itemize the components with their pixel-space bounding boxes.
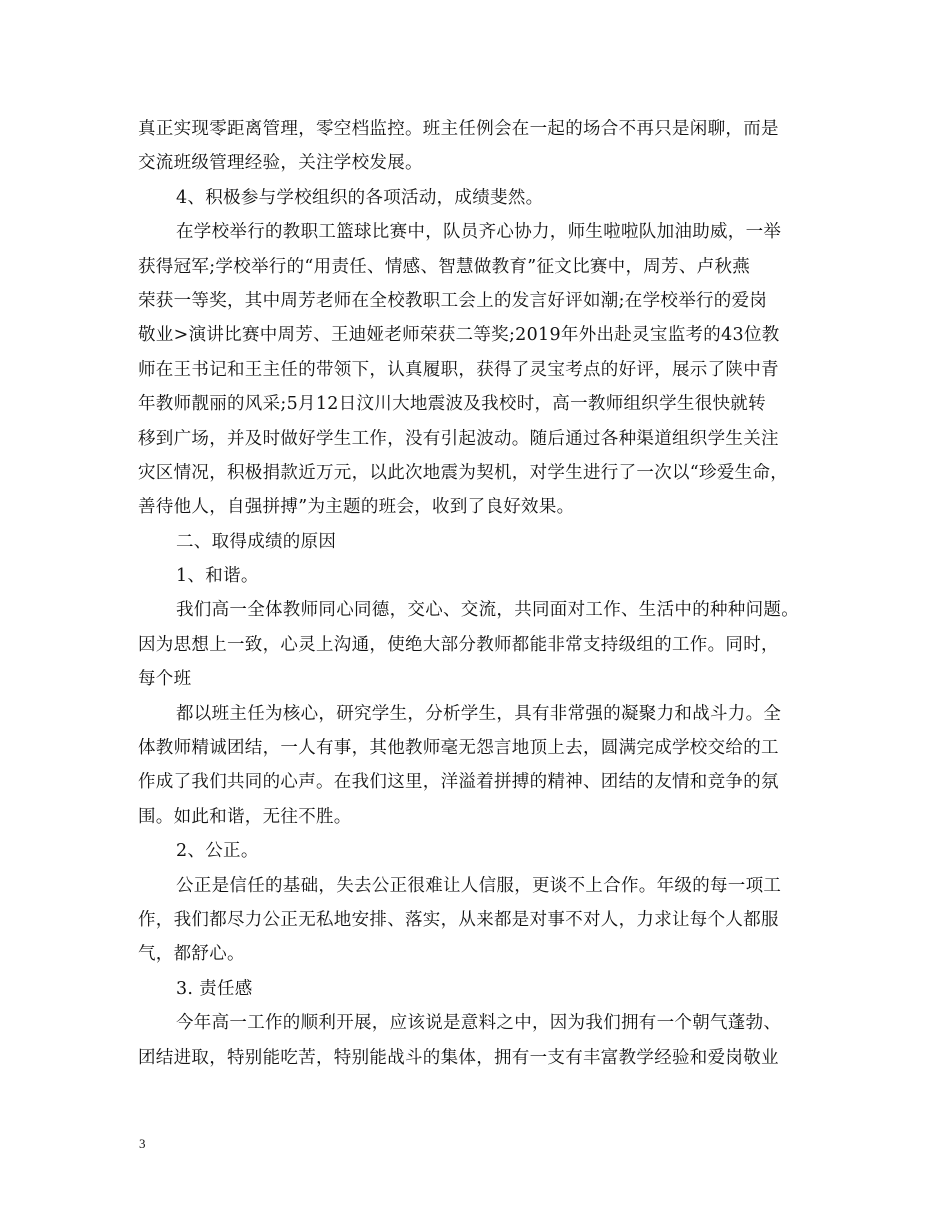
text-line: 作，我们都尽力公正无私地安排、落实，从来都是对事不对人，力求让每个人都服 <box>138 909 779 930</box>
text-line: 4、积极参与学校组织的各项活动，成绩斐然。 <box>176 187 544 208</box>
text-line: 移到广场，并及时做好学生工作，没有引起波动。随后通过各种渠道组织学生关注 <box>138 428 779 449</box>
text-line: 获得冠军;学校举行的“用责任、情感、智慧做教育”征文比赛中，周芳、卢秋燕 <box>138 256 751 277</box>
page-number: 3 <box>139 1136 146 1151</box>
text-line: 真正实现零距离管理，零空档监控。班主任例会在一起的场合不再只是闲聊，而是 <box>138 119 779 139</box>
text-line: 年教师靓丽的风采;5月12日汶川大地震波及我校时，高一教师组织学生很快就转 <box>138 394 766 415</box>
text-line: 2、公正。 <box>176 841 259 862</box>
text-line: 1、和谐。 <box>176 566 259 587</box>
text-line: 在学校举行的教职工篮球比赛中，队员齐心协力，师生啦啦队加油助威，一举 <box>176 222 782 243</box>
text-line: 灾区情况，积极捐款近万元，以此次地震为契机，对学生进行了一次以“珍爱生命， <box>138 462 789 483</box>
text-line: 围。如此和谐，无往不胜。 <box>138 806 352 827</box>
text-line: 因为思想上一致，心灵上沟通，使绝大部分教师都能非常支持级组的工作。同时， <box>138 634 779 655</box>
text-line: 二、取得成绩的原因 <box>176 531 337 552</box>
text-line: 敬业>演讲比赛中周芳、王迪娅老师荣获二等奖;2019年外出赴灵宝监考的43位教 <box>138 325 780 346</box>
text-line: 今年高一工作的顺利开展，应该说是意料之中，因为我们拥有一个朝气蓬勃、 <box>176 1013 782 1034</box>
document-body <box>138 112 814 1075</box>
text-line: 善待他人，自强拼搏”为主题的班会，收到了良好效果。 <box>138 497 575 518</box>
text-line: 作成了我们共同的心声。在我们这里，洋溢着拼搏的精神、团结的友情和竞争的氛 <box>138 772 779 793</box>
text-line: 团结进取，特别能吃苦，特别能战斗的集体，拥有一支有丰富教学经验和爱岗敬业 <box>138 1047 779 1068</box>
text-line: 荣获一等奖，其中周芳老师在全校教职工会上的发言好评如潮;在学校举行的爱岗 <box>138 290 768 311</box>
text-line: 我们高一全体教师同心同德，交心、交流，共同面对工作、生活中的种种问题。 <box>176 600 799 621</box>
text-line: 公正是信任的基础，失去公正很难让人信服，更谈不上合作。年级的每一项工 <box>176 875 782 896</box>
text-line: 每个班 <box>138 669 192 690</box>
text-line: 体教师精诚团结，一人有事，其他教师毫无怨言地顶上去，圆满完成学校交给的工 <box>138 738 779 759</box>
text-line: 气，都舒心。 <box>138 944 245 965</box>
text-line: 3. 责任感 <box>176 978 253 999</box>
text-line: 交流班级管理经验，关注学校发展。 <box>138 153 423 174</box>
text-line: 师在王书记和王主任的带领下，认真履职，获得了灵宝考点的好评，展示了陕中青 <box>138 359 779 380</box>
text-line: 都以班主任为核心，研究学生，分析学生，具有非常强的凝聚力和战斗力。全 <box>176 703 782 724</box>
